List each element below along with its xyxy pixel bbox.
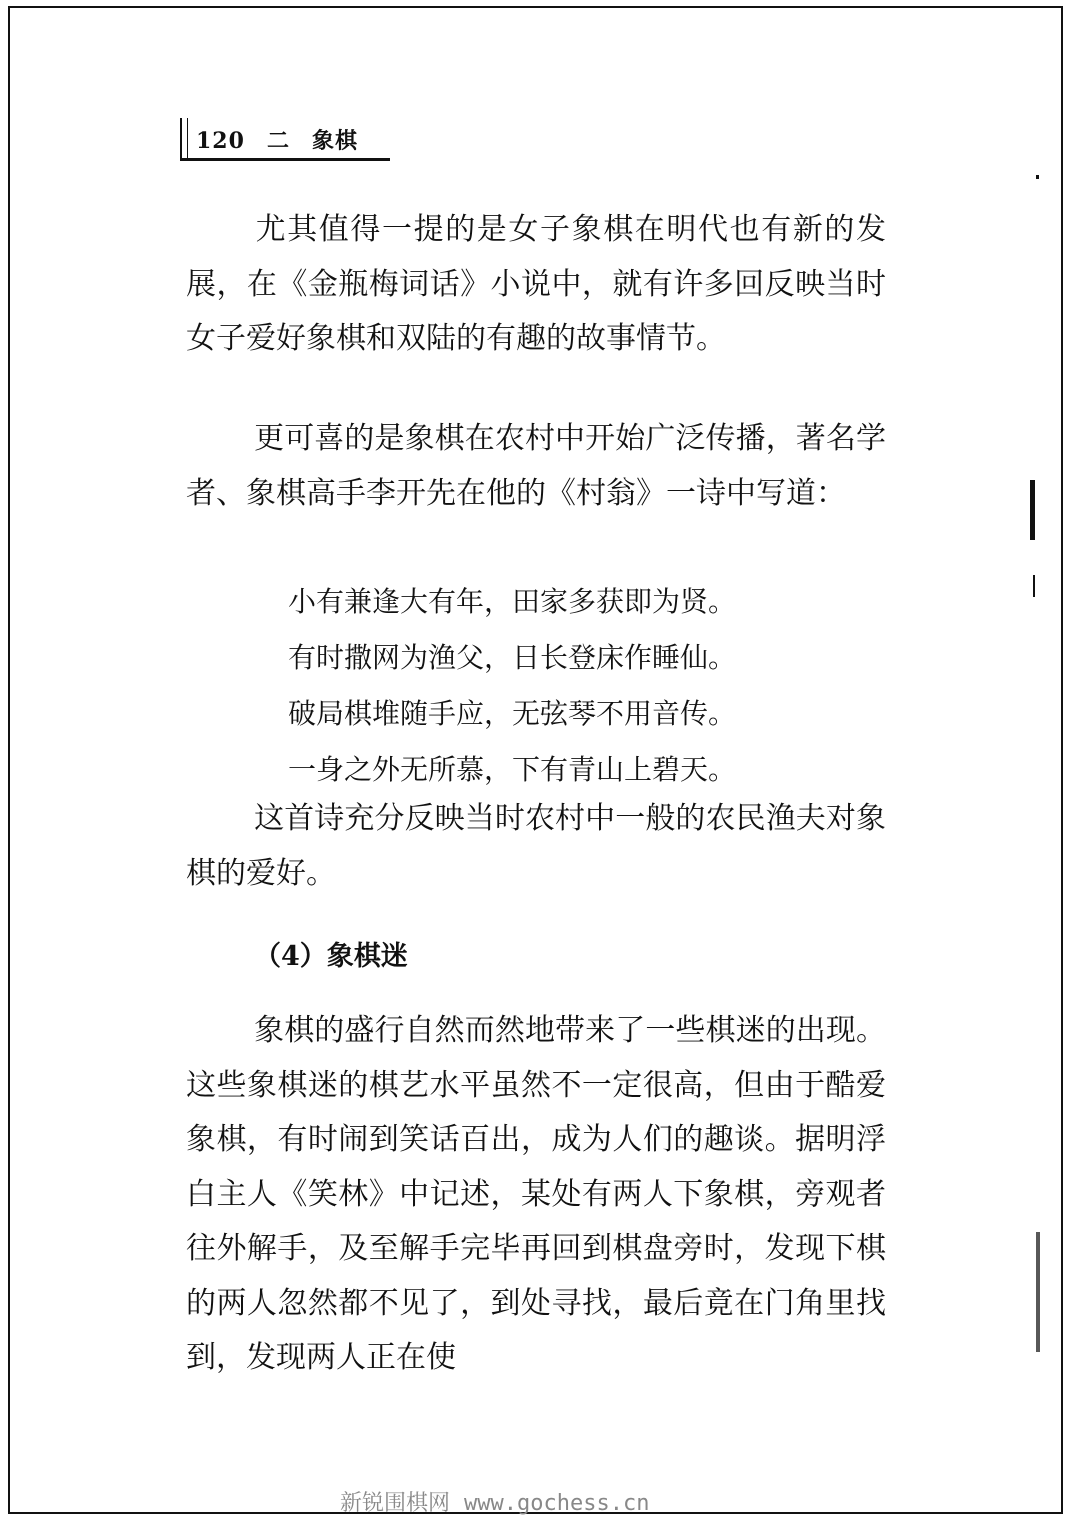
poem-line: 小有兼逢大有年，田家多获即为贤。	[288, 585, 737, 618]
footer-url: www.gochess.cn	[464, 1491, 650, 1516]
scan-edge-mark	[1033, 575, 1035, 597]
footer-watermark	[340, 1486, 649, 1517]
poem-line: 破局棋堆随手应，无弦琴不用音传。	[288, 697, 737, 730]
paragraph-chess-fans	[186, 1004, 886, 1386]
section-heading: （4）象棋迷	[254, 941, 408, 972]
poem-line: 有时撒网为渔父，日长登床作睡仙。	[288, 641, 737, 674]
paragraph-text: 更可喜的是象棋在农村中开始广泛传播，著名学者、象棋高手李开先在他的《村翁》一诗中写道：	[186, 421, 886, 511]
paragraph-women-xiangqi	[186, 203, 886, 367]
scan-edge-mark	[1036, 1232, 1040, 1352]
paragraph-rural-spread	[186, 412, 886, 521]
header-rule	[180, 158, 390, 161]
paragraph-text: 象棋的盛行自然而然地带来了一些棋迷的出现。这些象棋迷的棋艺水平虽然不一定很高，但由于酷爱象棋，有时闹到笑话百出，成为人们的趣谈。据明浮白主人《笑林》中记述，某处有两人下象棋，旁观者往外解手，及至解手完毕再回到棋盘旁时，发现下棋的两人忽然都不见了，到处寻找，最后竟在门角里找到，发现两人正在使	[186, 1013, 886, 1375]
page-number: 120	[196, 128, 245, 154]
chapter-number: 二	[266, 128, 290, 154]
poem-line: 一身之外无所慕，下有青山上碧天。	[288, 753, 737, 786]
header-text	[196, 124, 358, 155]
header-bar	[180, 118, 188, 158]
paragraph-text: 这首诗充分反映当时农村中一般的农民渔夫对象棋的爱好。	[186, 801, 886, 891]
poem-cun-weng	[288, 574, 848, 798]
chapter-title: 象棋	[311, 128, 358, 154]
running-header	[180, 118, 390, 160]
footer-site-name: 新锐围棋网	[340, 1491, 451, 1516]
scan-edge-mark	[1030, 480, 1035, 540]
paragraph-after-poem	[186, 792, 886, 901]
paragraph-text: 尤其值得一提的是女子象棋在明代也有新的发展，在《金瓶梅词话》小说中，就有许多回反映当时女子爱好象棋和双陆的有趣的故事情节。	[186, 212, 886, 356]
scan-speck	[1036, 175, 1039, 179]
